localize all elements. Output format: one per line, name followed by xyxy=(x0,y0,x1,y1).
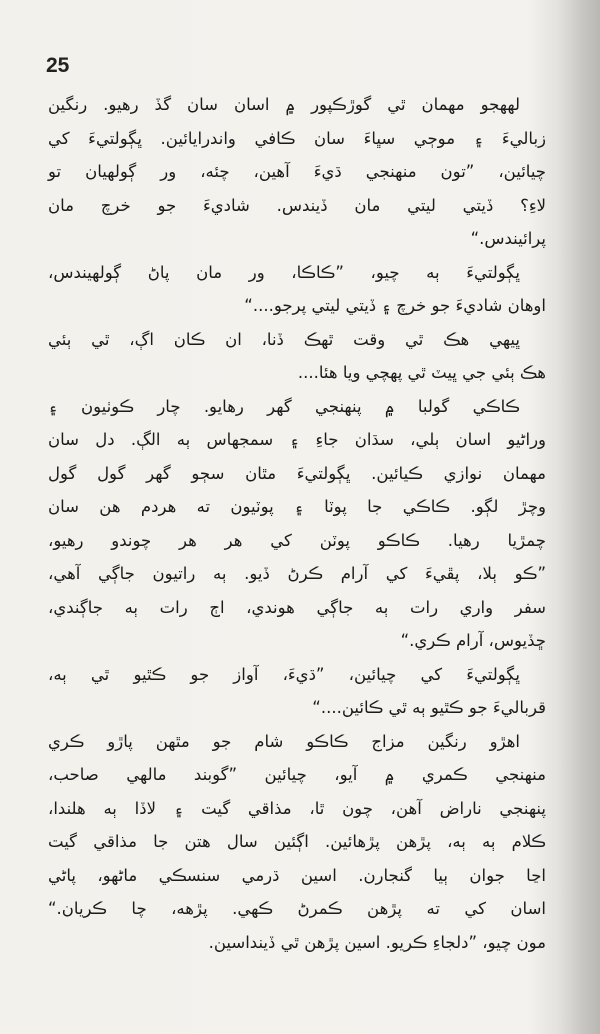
page-number: 25 xyxy=(46,54,70,77)
paragraph xyxy=(48,256,546,323)
text-line: ”ڪو ٻلا، پڦيءَ کي آرام ڪرڻ ڏيو. ٻه راتيون جاڳي آهي، xyxy=(48,564,546,583)
text-line: مون چيو، ”دلجاءِ ڪريو. اسين پڙهن ٿي ڏينداسين. xyxy=(208,932,546,952)
paragraph xyxy=(48,323,546,390)
paragraph xyxy=(48,658,546,725)
text-line: اهڙو رنگين مزاج ڪاڪو شام جو مٿهن پاڙو ڪري xyxy=(48,731,520,751)
text-line: لاءِ؟ ڏيتي ليتي مان ڏيندس. شاديءَ جو خرچ مان xyxy=(48,195,546,215)
text-line: ڀڳولتيءَ کي چيائين، ”ڌيءَ، آواز جو ڪٿيو ٿي ٻه، xyxy=(48,664,520,684)
text-line: مهمان نوازي ڪيائين. ڀڳولتيءَ مٿان سڄو گهر گول گول xyxy=(48,463,546,483)
text-line: وچڙ لڳو. ڪاڪي جا پوٽا ۽ پوٽيون ته هردم هن سان xyxy=(48,497,546,516)
text-line: ڇڏيوس، آرام ڪري.“ xyxy=(400,631,546,650)
text-line: پرائيندس.“ xyxy=(470,229,546,248)
text-line: زباليءَ ۽ موڄي سڀاءَ سان ڪافي واندرايائين. ڀڳولتيءَ کي xyxy=(48,128,546,148)
text-line: هڪ ٻئي جي ڀيٽ ٿي پهچي ويا هئا.... xyxy=(297,363,546,382)
text-line: چيائين، ”تون منهنجي ڌيءَ آهين، چئه، ور ڳولهيان تو xyxy=(48,162,546,181)
text-line: قرباليءَ جو ڪٿيو ٻه ٿي ڪائين....“ xyxy=(312,698,546,717)
text-line: ڪلام ٻه ٻه، پڙهن پڙهائين. اڳئين سال هتن جا مذاقي گيت xyxy=(48,832,546,851)
text-line: پنهنجي ناراض آهن، چون ٿا، مذاقي گيت ۽ لاڏا ٻه هلندا، xyxy=(48,798,546,818)
text-line: لهھجو مھمان ٿي گوڙڪپور ۾ اسان سان گڏ رهيو. رنگين xyxy=(48,95,520,114)
text-line: وراڻيو اسان ٻلي، سڌان جاءِ ۽ سمجهاس ٻه الڳ. دل سان xyxy=(48,430,546,449)
paragraph xyxy=(48,725,546,960)
text-line: منهنجي ڪمري ۾ آيو، چيائين ”گوبند مالهي صاحب، xyxy=(48,765,546,784)
paragraph xyxy=(48,88,546,256)
text-line: چمڙيا رهيا. ڪاڪو پوٽن کي هر هر چوندو رهيو، xyxy=(48,530,546,550)
text-line: سفر واري رات ٻه جاڳي هوندي، اڄ رات ٻه جاڳندي، xyxy=(48,597,546,617)
text-line: اڃا جوان ٻيا گنجارن. اسين ڌرمي سنسڪي ماڻهو، پاڻي xyxy=(48,865,546,885)
paragraph xyxy=(48,390,546,658)
text-line: اسان کي ته پڙهن ڪمرڻ ڪهي. پڙهه، چا ڪريان.“ xyxy=(48,899,546,918)
text-line: ڪاڪي گولبا ۾ پنهنجي گهر رهايو. چار ڪوٺيون ۽ xyxy=(48,396,520,416)
text-line: ڀيھي هڪ ٿي وقت ٿهڪ ڏنا، ان ڪان اڳ، ٿي ٻئي xyxy=(48,329,520,349)
text-line: اوهان شاديءَ جو خرچ ۽ ڏيتي ليتي پرجو....“ xyxy=(244,296,546,315)
text-line: ڀڳولتيءَ ٻه چيو، ”ڪاڪا، ور مان پاڻ ڳولهيندس، xyxy=(48,262,520,282)
body-text xyxy=(48,88,546,959)
